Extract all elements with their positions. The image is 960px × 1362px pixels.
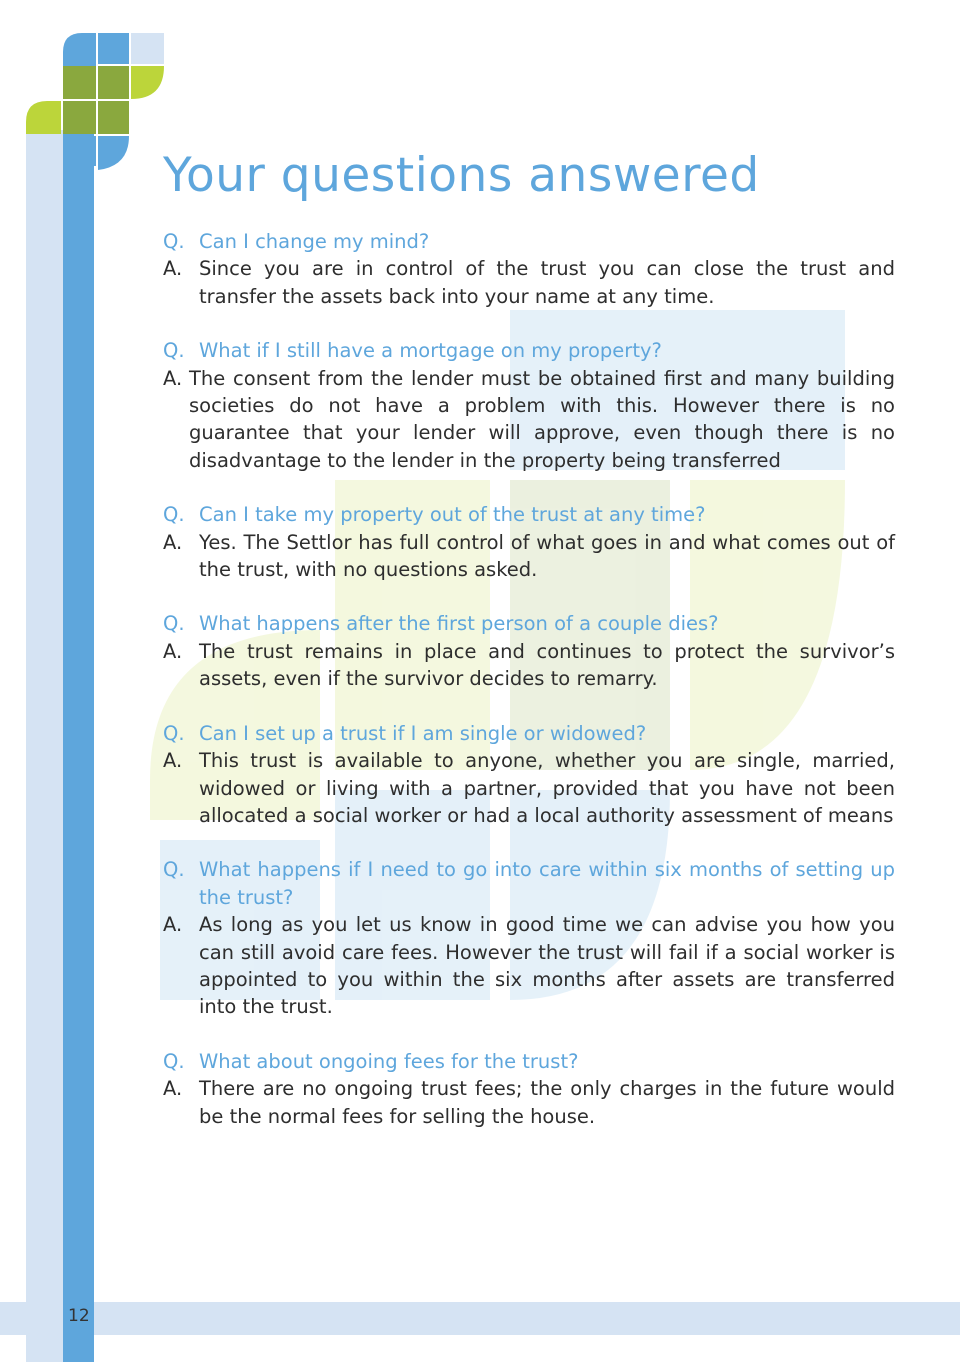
page-number: 12 [68, 1306, 90, 1326]
question-label: Q. [163, 230, 185, 253]
qa-list [163, 228, 895, 1157]
question-label: Q. [163, 503, 185, 527]
question-label: Q. [163, 1049, 185, 1073]
answer-text: Yes. The Settlor has full control of what goes in and what comes out of the trust, with no questions asked. [199, 530, 895, 582]
answer-text: The consent from the lender must be obtained first and many building societies do not have a problem with this. However there is no guarantee that your lender will approve, even though there is no disadvantage to the lender in the property being transferred [189, 366, 895, 472]
answer-text: Since you are in control of the trust you can close the trust and transfer the assets back into your name at any time. [199, 257, 895, 308]
answer-text: As long as you let us know in good time we can advise you how you can still avoid care fees. However the trust will fail if a social worker is appointed to you within the six months after assets are transferred into the trust. [199, 913, 895, 1019]
qa-item [163, 228, 895, 310]
question-text: What about ongoing fees for the trust? [199, 1049, 579, 1073]
answer-text: There are no ongoing trust fees; the only charges in the future would be the normal fees for selling the house. [199, 1077, 895, 1128]
answer-label: A. [163, 257, 183, 281]
qa-item [163, 856, 895, 1020]
qa-item [163, 337, 895, 474]
logo-mosaic-icon [0, 0, 170, 175]
question-label: Q. [163, 721, 185, 745]
answer-text: The trust remains in place and continues to protect the survivor’s assets, even if the survivor decides to remarry. [199, 639, 895, 691]
answer-label: A. [163, 749, 183, 773]
question-text: What if I still have a mortgage on my property? [199, 339, 662, 363]
question-text: What happens after the first person of a couple dies? [199, 612, 719, 636]
footer-band [0, 1302, 960, 1335]
qa-item [163, 501, 895, 583]
side-bar-gap [94, 130, 98, 1362]
question-text: Can I change my mind? [199, 230, 430, 253]
answer-label: A. [163, 1077, 183, 1101]
page-title: Your questions answered [163, 148, 760, 203]
question-text: Can I take my property out of the trust at any time? [199, 503, 706, 527]
qa-item [163, 610, 895, 692]
question-text: Can I set up a trust if I am single or widowed? [199, 721, 647, 745]
question-label: Q. [163, 339, 185, 363]
answer-label: A. [163, 639, 183, 663]
question-label: Q. [163, 612, 185, 636]
question-text: What happens if I need to go into care within six months of setting up the trust? [199, 858, 895, 909]
answer-label: A. [163, 530, 183, 554]
answer-text: This trust is available to anyone, whether you are single, married, widowed or living with a partner, provided that you have not been allocated a social worker or had a local authority assessment of means [199, 749, 895, 827]
answer-label: A. [163, 913, 183, 937]
answer-label: A. [163, 366, 183, 390]
question-label: Q. [163, 858, 185, 882]
qa-item [163, 1048, 895, 1130]
side-bar-light [26, 130, 63, 1362]
side-bar-blue [63, 130, 94, 1362]
qa-item [163, 720, 895, 830]
